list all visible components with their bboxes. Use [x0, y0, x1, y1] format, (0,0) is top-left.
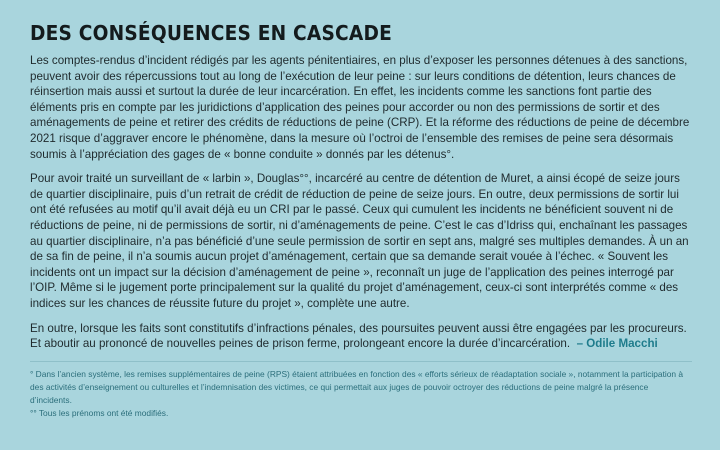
paragraph-1: Les comptes-rendus d’incident rédigés par les agents pénitentiaires, en plus d’exposer les personnes détenues à des sanctions, peuvent avoir des répercussions tout au long de l’exécution de leur peine : sur leurs conditions de détention, leurs chances de réinsertion mais aussi et surtout la durée de leur incarcération. En effet, les incidents comme les sanctions font partie des éléments pris en compte par les juridictions d’application des peines pour accorder ou non des permissions de sortir et des aménagements de peine et retirer des crédits de réductions de peine (CRP). Et la réforme des réductions de peine de décembre 2021 risque d’aggraver encore le phénomène, dans la mesure où l’octroi de l’ensemble des remises de peine sera désormais soumis à l’appréciation des gages de « bonne conduite » donnés par les détenus°. [30, 54, 690, 161]
footnotes [30, 368, 692, 420]
footnote-divider [30, 361, 692, 362]
author-signature: – Odile Macchi [576, 337, 658, 351]
paragraph-3 [30, 321, 692, 352]
footnote-2: °° Tous les prénoms ont été modifiés. [30, 407, 169, 418]
footnote-1: ° Dans l’ancien système, les remises supplémentaires de peine (RPS) étaient attribuées en fonction des « efforts sérieux de réadaptation sociale », notamment la participation à des activités d’enseignement ou culturelles et l’indemnisation des victimes, ce qui permettait aux juges de pouvoir octroyer des réductions de peine malgré la présence d’incidents. [30, 368, 684, 405]
article-title: DES CONSÉQUENCES EN CASCADE [30, 21, 392, 45]
paragraph-3-text: En outre, lorsque les faits sont constitutifs d’infractions pénales, des poursuites peuvent aussi être engagées par les procureurs. Et aboutir au prononcé de nouvelles peines de prison ferme, prolongeant encore la durée d’incarcération. [30, 321, 687, 351]
paragraph-2: Pour avoir traité un surveillant de « larbin », Douglas°°, incarcéré au centre de détention de Muret, a ainsi écopé de seize jours de quartier disciplinaire, puis d’un retrait de crédit de réduction de peine de seize jours. En outre, deux permissions de sortir lui ont été refusées au motif qu’il avait déjà eu un CRI par le passé. Ceux qui cumulent les incidents ne bénéficient souvent ni de réductions de peine, ni de permissions de sortir, ni d’aménagements de peine. C’est le cas d’Idriss qui, enchaînant les passages au quartier disciplinaire, n’a pas bénéficié d’une seule permission de sortir en sept ans, malgré ses multiples demandes. À un an de sa fin de peine, il n’a soumis aucun projet d’aménagement, certain que sa demande serait vouée à l’échec. « Souvent les incidents ont un impact sur la décision d’aménagement de peine », reconnaît un juge de l’application des peines interrogé par l’OIP. Même si le jugement porte principalement sur la qualité du projet d’aménagement, ceux-ci sont interprétés comme « des indices sur les chances de réussite future du projet », complète une autre. [30, 172, 689, 310]
